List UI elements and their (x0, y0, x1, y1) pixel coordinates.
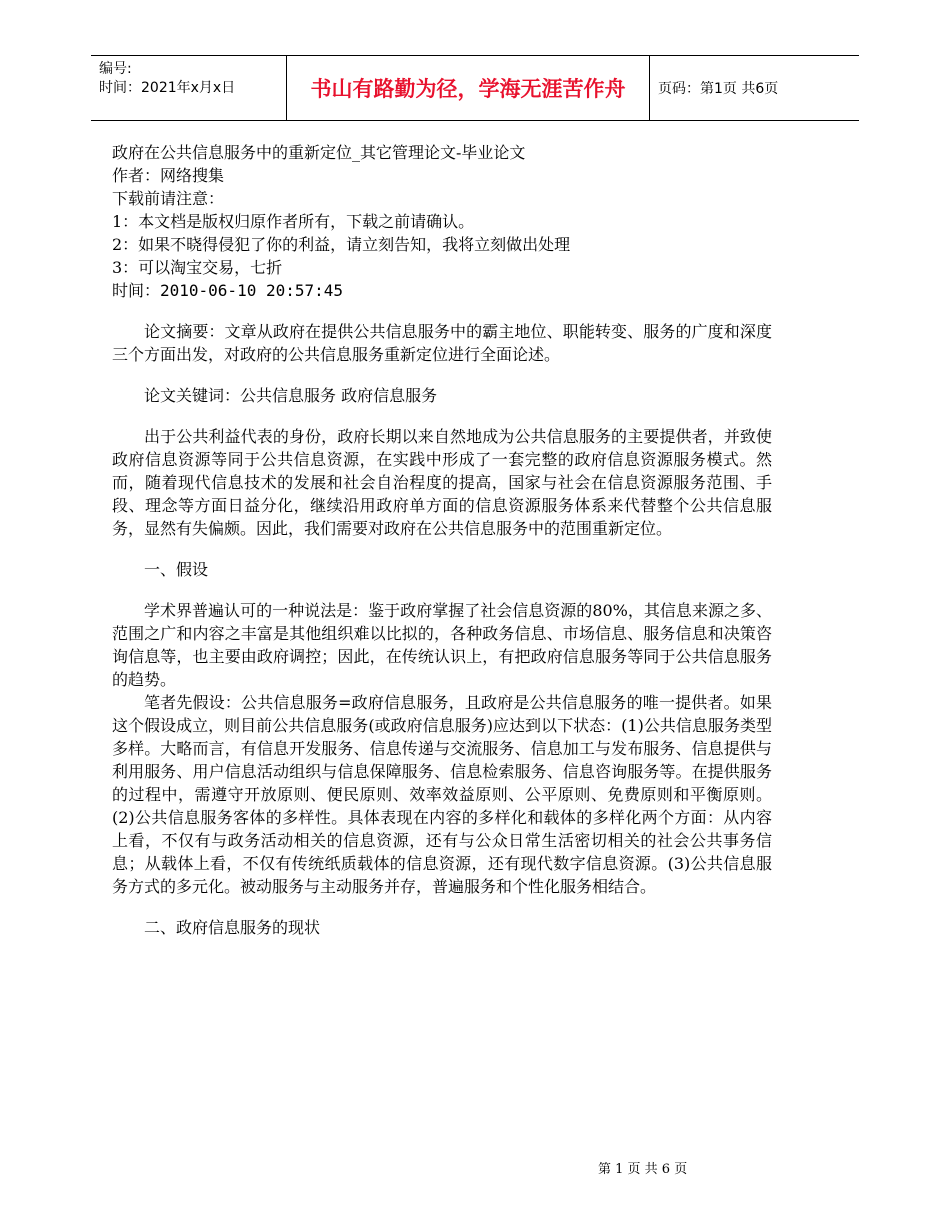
page-footer: 第 1 页 共 6 页 (598, 1162, 688, 1177)
abstract-paragraph: 论文摘要：文章从政府在提供公共信息服务中的霸主地位、职能转变、服务的广度和深度三个方面出发，对政府的公共信息服务重新定位进行全面论述。 (112, 322, 772, 364)
notice-item-1: 1：本文档是版权归原作者所有，下载之前请确认。 (112, 212, 475, 231)
number-label: 编号: (99, 61, 132, 77)
section-heading-1: 一、假设 (144, 560, 209, 579)
section1-paragraph-2: 笔者先假设：公共信息服务=政府信息服务，且政府是公共信息服务的唯一提供者。如果这个假设成立，则目前公共信息服务(或政府信息服务)应达到以下状态：(1)公共信息服务类型多样。大略而言，有信息开发服务、信息传递与交流服务、信息加工与发布服务、信息提供与利用服务、用户信息活动组织与信息保障服务、信息检索服务、信息咨询服务等。在提供服务的过程中，需遵守开放原则、便民原则、效率效益原则、公平原则、免费原则和平衡原则。(2)公共信息服务客体的多样性。具体表现在内容的多样化和载体的多样化两个方面：从内容上看，不仅有与政务活动相关的信息资源，还有与公众日常生活密切相关的社会公共事务信息；从载体上看，不仅有传统纸质载体的信息资源，还有现代数字信息资源。(3)公共信息服务方式的多元化。被动服务与主动服务并存，普遍服务和个性化服务相结合。 (112, 693, 772, 896)
notice-item-3: 3：可以淘宝交易，七折 (112, 258, 283, 277)
notice-heading: 下载前请注意： (112, 189, 225, 208)
header-table (91, 55, 859, 121)
timestamp-line: 时间：2010-06-10 20:57:45 (112, 281, 344, 300)
time-label: 时间：2021年x月x日 (99, 80, 236, 96)
author-line: 作者：网络搜集 (112, 166, 225, 185)
notice-item-2: 2：如果不晓得侵犯了你的利益，请立刻告知，我将立刻做出处理 (112, 235, 571, 254)
header-motto: 书山有路勤为径，学海无涯苦作舟 (287, 56, 650, 120)
document-title: 政府在公共信息服务中的重新定位_其它管理论文-毕业论文 (112, 143, 526, 162)
header-meta-cell (91, 56, 287, 120)
section-heading-2: 二、政府信息服务的现状 (144, 918, 321, 937)
document-body (112, 141, 772, 939)
header-page-info: 页码：第1页 共6页 (658, 81, 779, 97)
intro-paragraph: 出于公共利益代表的身份，政府长期以来自然地成为公共信息服务的主要提供者，并致使政府信息资源等同于公共信息资源，在实践中形成了一套完整的政府信息资源服务模式。然而，随着现代信息技术的发展和社会自治程度的提高，国家与社会在信息资源服务范围、手段、理念等方面日益分化，继续沿用政府单方面的信息资源服务体系来代替整个公共信息服务，显然有失偏颇。因此，我们需要对政府在公共信息服务中的范围重新定位。 (112, 427, 772, 538)
keywords-paragraph: 论文关键词：公共信息服务 政府信息服务 (144, 386, 438, 405)
section1-paragraph-1: 学术界普遍认可的一种说法是：鉴于政府掌握了社会信息资源的80%，其信息来源之多、范围之广和内容之丰富是其他组织难以比拟的，各种政务信息、市场信息、服务信息和决策咨询信息等，也主要由政府调控；因此，在传统认识上，有把政府信息服务等同于公共信息服务的趋势。 (112, 601, 772, 689)
